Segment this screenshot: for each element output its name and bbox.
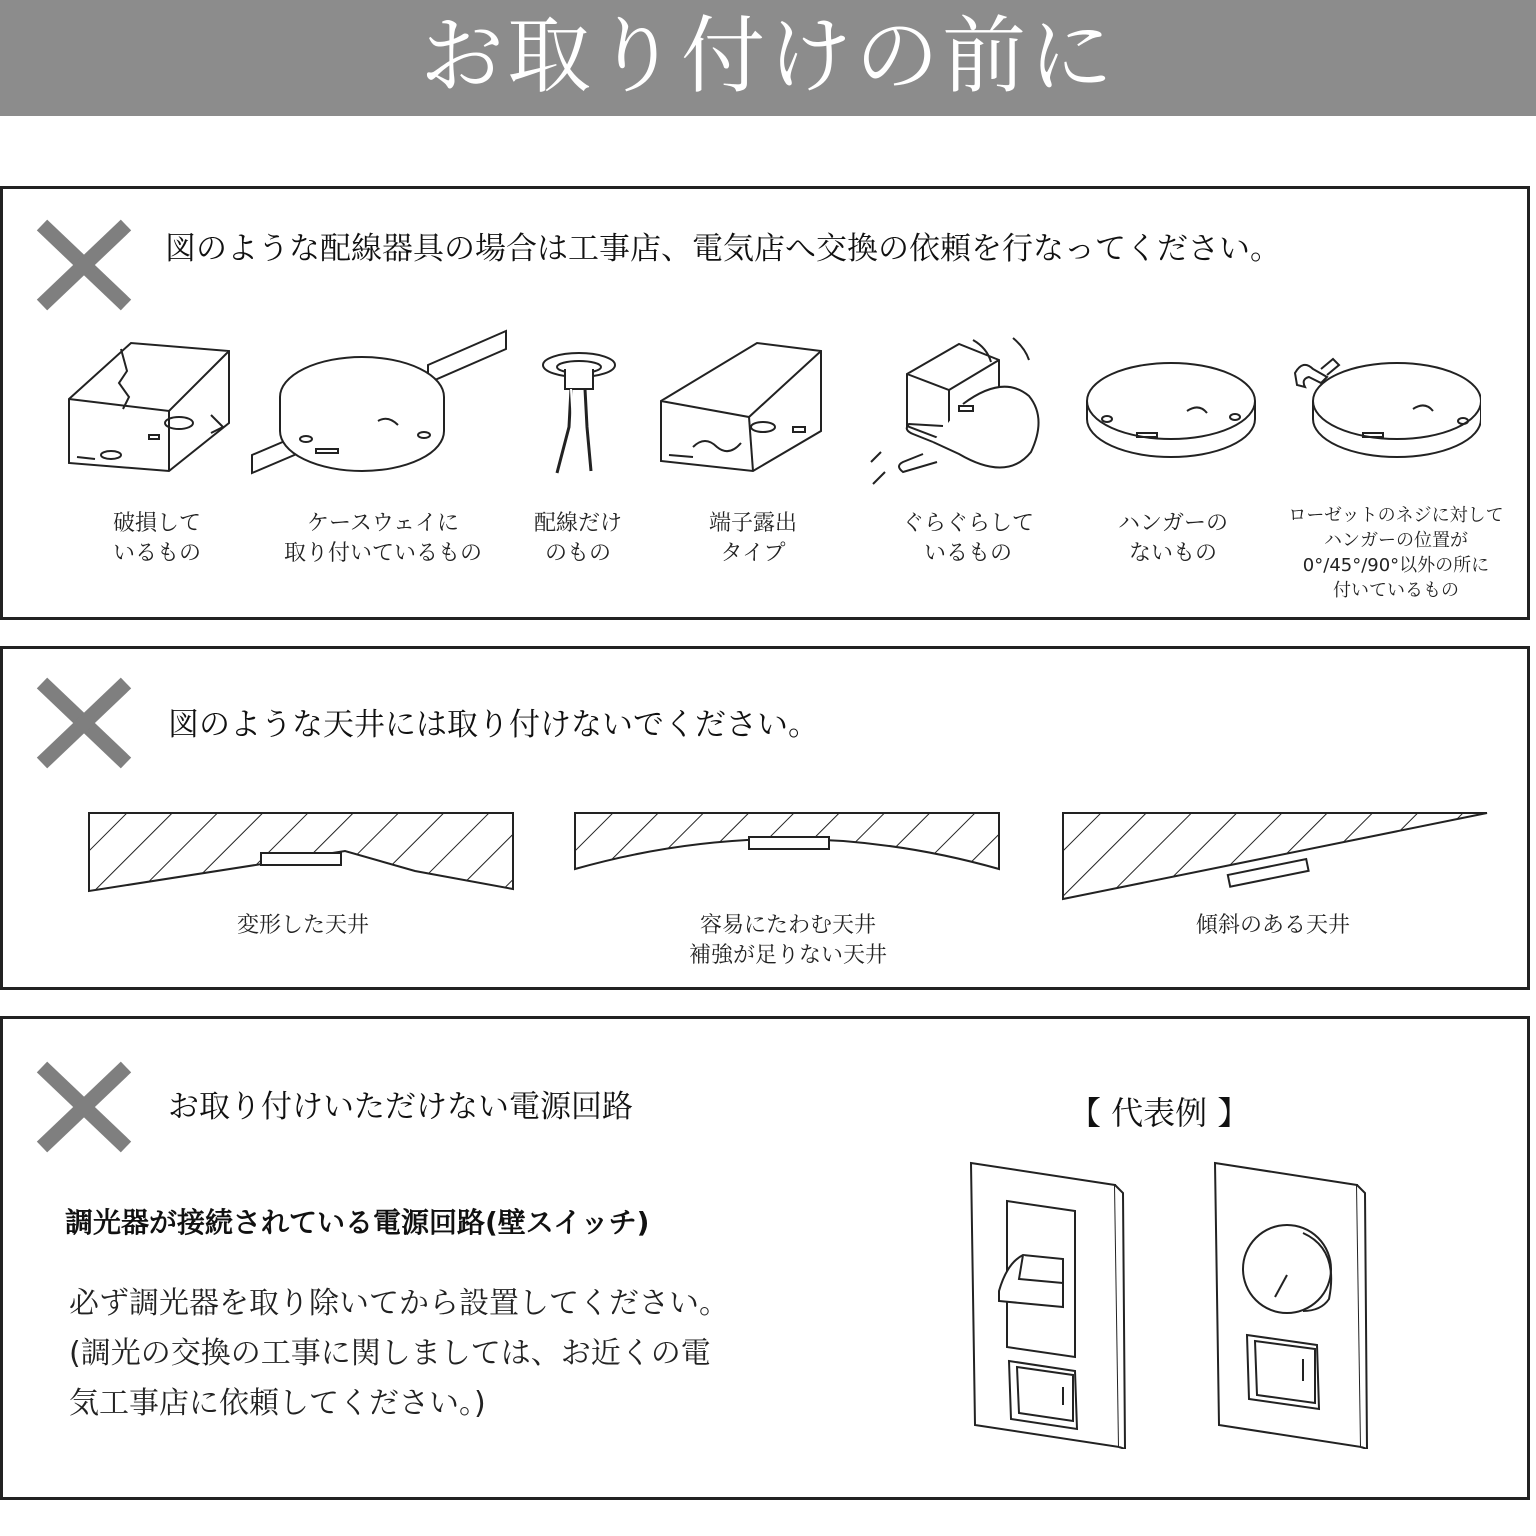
instruction-line: (調光の交換の工事に関しましては、お近くの電 xyxy=(69,1336,711,1371)
caption-sagging-ceiling xyxy=(643,911,933,971)
caption-line: 容易にたわむ天井 xyxy=(699,913,876,938)
panel2-heading: 図のような天井には取り付けないでください。 xyxy=(168,707,819,743)
caption-no-hanger xyxy=(1098,509,1248,569)
sagging-ceiling-illustration xyxy=(571,809,1003,879)
caption-exposed-terminal xyxy=(683,509,823,569)
caption-line: 配線だけ xyxy=(533,511,622,536)
slide-dimmer-switch-illustration xyxy=(963,1159,1133,1449)
caption-line: いるもの xyxy=(923,541,1012,566)
caption-line: 変形した天井 xyxy=(236,913,369,938)
prohibited-x-icon xyxy=(36,219,132,311)
broken-fixture-illustration xyxy=(61,331,241,481)
caption-line: ローゼットのネジに対して xyxy=(1288,505,1504,526)
header-banner xyxy=(0,0,1536,116)
caption-line: ぐらぐらして xyxy=(901,511,1034,536)
caption-loose xyxy=(883,509,1053,569)
caption-line: のもの xyxy=(544,541,611,566)
caption-line: いるもの xyxy=(112,541,201,566)
no-hanger-ceiling-rose-illustration xyxy=(1083,357,1263,467)
misaligned-hanger-illustration xyxy=(1291,349,1481,469)
panel1-heading: 図のような配線器具の場合は工事店、電気店へ交換の依頼を行なってください。 xyxy=(165,231,1281,267)
sloped-ceiling-illustration xyxy=(1059,809,1491,909)
loose-fixture-illustration xyxy=(863,334,1063,504)
caption-deformed-ceiling xyxy=(173,911,433,941)
dimmer-instructions xyxy=(69,1279,729,1429)
caption-line: 補強が足りない天井 xyxy=(688,943,887,968)
caseway-fixture-illustration xyxy=(248,327,513,487)
instruction-line: 気工事店に依頼してください。) xyxy=(69,1386,486,1421)
rotary-dimmer-switch-illustration xyxy=(1207,1159,1377,1449)
caption-line: 取り付いているもの xyxy=(283,541,482,566)
caption-line: 傾斜のある天井 xyxy=(1195,913,1350,938)
caption-wires-only xyxy=(518,509,638,569)
caption-line: 破損して xyxy=(112,511,201,536)
exposed-terminal-illustration xyxy=(653,331,833,481)
caption-broken xyxy=(87,509,227,569)
caption-line: ハンガーの xyxy=(1117,511,1228,536)
caption-line: タイプ xyxy=(720,541,786,566)
wiring-fixture-panel xyxy=(0,186,1530,620)
deformed-ceiling-illustration xyxy=(85,809,517,899)
panel3-heading: お取り付けいただけない電源回路 xyxy=(168,1089,633,1125)
page-title: お取り付けの前に xyxy=(419,7,1116,105)
prohibited-x-icon xyxy=(36,677,132,769)
example-label: 【 代表例 】 xyxy=(1069,1094,1250,1132)
caption-line: 付いているもの xyxy=(1333,580,1459,601)
caption-line: ケースウェイに xyxy=(306,511,460,536)
caption-misaligned-hanger xyxy=(1271,503,1521,603)
caption-line: 端子露出 xyxy=(708,511,797,536)
caption-caseway xyxy=(258,509,508,569)
instruction-line: 必ず調光器を取り除いてから設置してください。 xyxy=(69,1286,729,1321)
prohibited-x-icon xyxy=(36,1061,132,1153)
caption-line: 0°/45°/90°以外の所に xyxy=(1302,555,1490,576)
caption-line: ないもの xyxy=(1128,541,1217,566)
dimmer-warning-title: 調光器が接続されている電源回路(壁スイッチ) xyxy=(65,1206,650,1239)
ceiling-panel xyxy=(0,646,1530,990)
power-circuit-panel xyxy=(0,1016,1530,1500)
wires-only-illustration xyxy=(535,347,625,477)
caption-line: ハンガーの位置が xyxy=(1324,530,1468,551)
caption-sloped-ceiling xyxy=(1143,911,1403,941)
